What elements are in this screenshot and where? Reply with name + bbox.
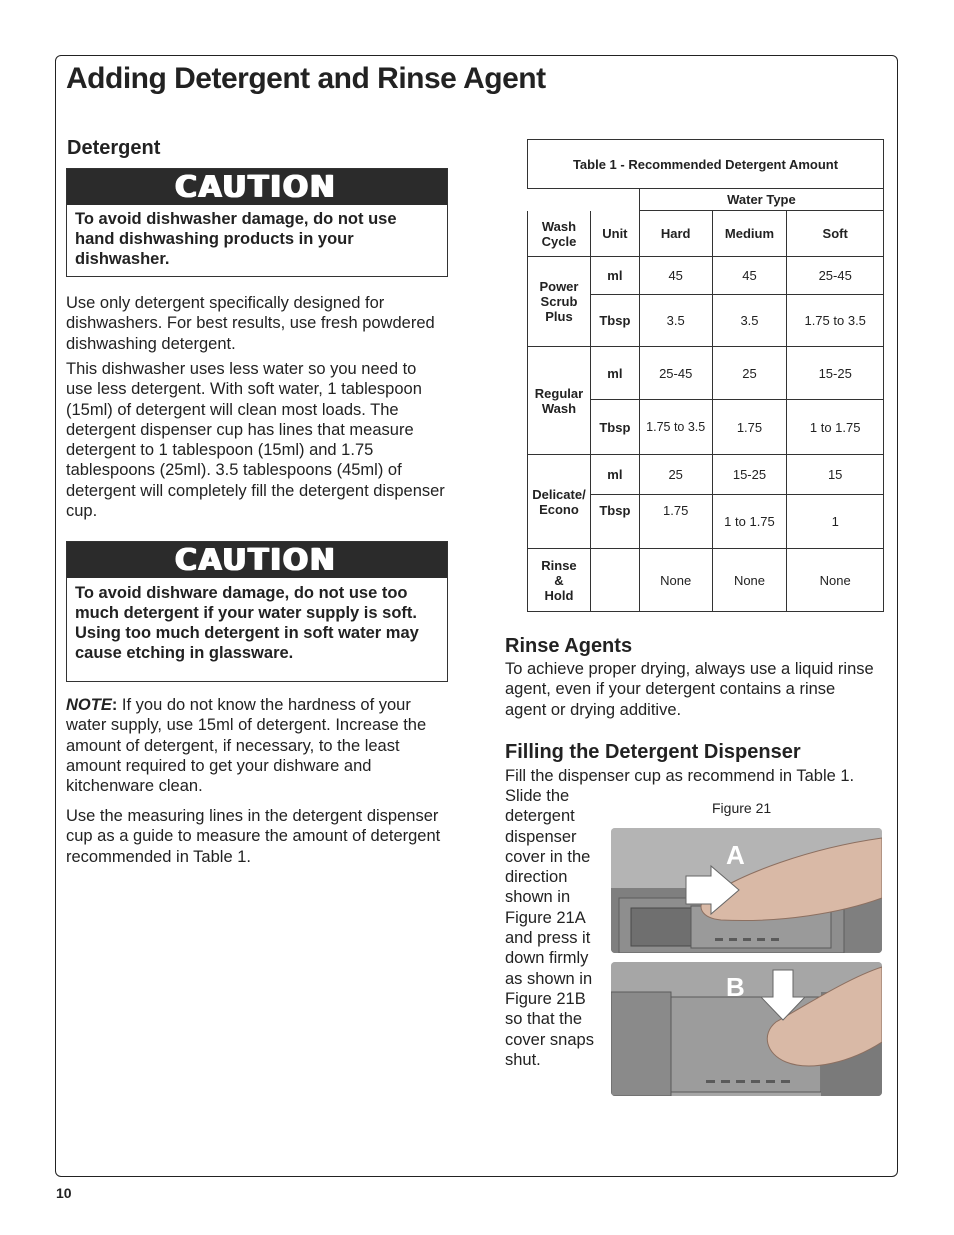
filling-intro: Fill the dispenser cup as recommend in Table 1. (505, 767, 855, 785)
page-title: Adding Detergent and Rinse Agent (66, 62, 546, 95)
rinse-agents-text: To achieve proper drying, always use a liquid rinse agent, even if your detergent contains a rinse agent or drying additive. (505, 660, 874, 719)
table-cell: 25-45 (787, 257, 884, 295)
table-cell: 15-25 (712, 455, 787, 495)
table-cell: 25 (639, 455, 712, 495)
figure-21a-photo (611, 828, 882, 953)
filling-heading: Filling the Detergent Dispenser (505, 741, 801, 763)
table-cell: 1.75 (639, 495, 712, 549)
table-cell: 45 (639, 257, 712, 295)
rinse-hold-line-3: Hold (544, 587, 574, 603)
figure-21b-illustration (611, 962, 882, 1096)
table-cell: 45 (712, 257, 787, 295)
page-number: 10 (56, 1185, 72, 1201)
table-cell: 1.75 to 3.5 (639, 400, 712, 455)
detergent-table (527, 139, 884, 612)
figure-21a-illustration (611, 828, 882, 953)
table-corner-blank (528, 189, 640, 211)
header-unit: Unit (590, 211, 639, 257)
note-paragraph (66, 695, 446, 796)
table-cell: 1 to 1.75 (787, 400, 884, 455)
paragraph-measuring-lines: Use the measuring lines in the detergent dispenser cup as a guide to measure the amount of detergent recommended in Table 1. (66, 807, 441, 866)
header-hard: Hard (639, 211, 712, 257)
table-cell: 25-45 (639, 347, 712, 400)
caution-banner-1 (67, 169, 447, 205)
header-wash-cycle: Wash Cycle (528, 211, 591, 257)
table-water-type: Water Type (639, 189, 883, 211)
table-caption: Table 1 - Recommended Detergent Amount (528, 140, 884, 189)
table-cell: 1 to 1.75 (712, 495, 787, 549)
paragraph-detergent-type: Use only detergent specifically designed for dishwashers. For best results, use fresh powdered dishwashing detergent. (66, 294, 435, 353)
table-cell: 15-25 (787, 347, 884, 400)
table-cell: None (639, 549, 712, 612)
table-cell: 1.75 to 3.5 (787, 295, 884, 347)
figure-21b-photo (611, 962, 882, 1096)
table-cell: 15 (787, 455, 884, 495)
table-cell: 3.5 (712, 295, 787, 347)
caution-box-1 (66, 168, 448, 277)
caution-box-2 (66, 541, 448, 682)
filling-instructions: Slide the detergent dispenser cover in the direction shown in Figure 21A and press it down firmly as shown in Figure 21B so that the cover snaps shut. (505, 787, 594, 1069)
caution-label-1: CAUTION (175, 169, 337, 205)
cycle-rinse-hold (528, 549, 591, 612)
table-cell: None (787, 549, 884, 612)
figure-label-a: A (726, 840, 745, 870)
table-cell: 3.5 (639, 295, 712, 347)
note-colon: : (111, 696, 118, 714)
unit-ml: ml (590, 257, 639, 295)
rinse-agents-heading: Rinse Agents (505, 635, 633, 657)
caution-label-2: CAUTION (175, 542, 337, 578)
figure-caption: Figure 21 (712, 800, 772, 816)
rinse-hold-line-2: & (554, 572, 564, 588)
table-cell: 25 (712, 347, 787, 400)
cycle-regular-wash: Regular Wash (528, 347, 591, 455)
paragraph-less-water: This dishwasher uses less water so you need to use less detergent. With soft water, 1 tablespoon (15ml) of detergent will clean most loads. The detergent dispenser cup has lines that measure detergent to 1 tablespoon (15ml) and 1.75 tablespoons (25ml). 3.5 tablespoons (45ml) of detergent will completely fill the detergent dispenser cup. (66, 360, 445, 521)
unit-tbsp: Tbsp (590, 495, 639, 549)
table-cell: 1 (787, 495, 884, 549)
unit-ml: ml (590, 347, 639, 400)
table-cell: 1.75 (712, 400, 787, 455)
caution-text-1: To avoid dishwasher damage, do not use hand dishwashing products in your dishwasher. (75, 210, 397, 268)
table-cell-empty (590, 549, 639, 612)
unit-tbsp: Tbsp (590, 295, 639, 347)
cycle-power-scrub: Power Scrub Plus (528, 257, 591, 347)
table-cell: None (712, 549, 787, 612)
rinse-hold-line-1: Rinse (541, 557, 577, 573)
caution-text-2: To avoid dishware damage, do not use too much detergent if your water supply is soft. Using too much detergent in soft water may cause etching in glassware. (75, 584, 419, 662)
unit-tbsp: Tbsp (590, 400, 639, 455)
header-soft: Soft (787, 211, 884, 257)
note-label: NOTE (66, 696, 112, 714)
cycle-delicate-econo: Delicate/ Econo (528, 455, 591, 549)
detergent-heading: Detergent (67, 137, 161, 159)
caution-banner-2 (67, 542, 447, 578)
unit-ml: ml (590, 455, 639, 495)
figure-label-b: B (726, 972, 745, 1002)
header-medium: Medium (712, 211, 787, 257)
note-text: If you do not know the hardness of your water supply, use 15ml of detergent. Increase the amount of detergent, if necessary, to the least amount required to get your dishware and kitchenware clean. (66, 696, 427, 796)
